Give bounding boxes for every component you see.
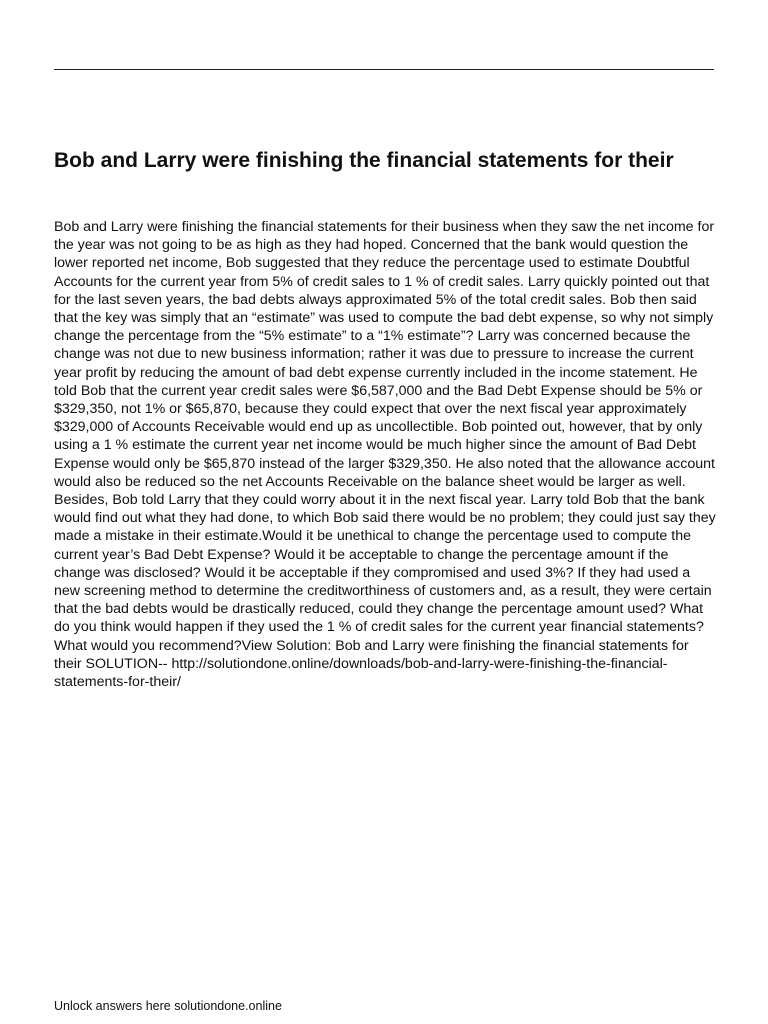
header-divider <box>54 69 714 70</box>
document-title: Bob and Larry were finishing the financial statements for their <box>54 149 674 172</box>
document-body: Bob and Larry were finishing the financial statements for their business when they saw the net income for the year was not going to be as high as they had hoped. Concerned that the bank would question the lower reported net income, Bob suggested that they reduce the percentage used to estimate Doubtful Accounts for the current year from 5% of credit sales to 1 % of credit sales. Larry quickly pointed out that for the last seven years, the bad debts always approximated 5% of the total credit sales. Bob then said that the key was simply that an “estimate” was used to compute the bad debt expense, so why not simply change the percentage from the “5% estimate” to a “1% estimate”? Larry was concerned because the change was not due to new business information; rather it was due to pressure to increase the current year profit by reducing the amount of bad debt expense currently included in the income statement. He told Bob that the current year credit sales were $6,587,000 and the Bad Debt Expense should be 5% or $329,350, not 1% or $65,870, because they could expect that over the next fiscal year approximately $329,000 of Accounts Receivable would end up as uncollectible. Bob pointed out, however, that by only using a 1 % estimate the current year net income would be much higher since the amount of Bad Debt Expense would only be $65,870 instead of the larger $329,350. He also noted that the allowance account would also be reduced so the net Accounts Receivable on the balance sheet would be larger as well. Besides, Bob told Larry that they could worry about it in the next fiscal year. Larry told Bob that the bank would find out what they had done, to which Bob said there would be no problem; they could just say they made a mistake in their estimate.Would it be unethical to change the percentage used to compute the current year’s Bad Debt Expense? Would it be acceptable to change the percentage amount if the change was disclosed? Would it be acceptable if they compromised and used 3%? If they had used a new screening method to determine the creditworthiness of customers and, as a result, they were certain that the bad debts would be drastically reduced, could they change the percentage amount used? What do you think would happen if they used the 1 % of credit sales for the current year financial statements? What would you recommend?View Solution: Bob and Larry were finishing the financial statements for their SOLUTION-- http://solutiondone.online/downloads/bob-and-larry-were-finishing-the-financial-statements-for-their/ <box>54 219 716 691</box>
footer-text: Unlock answers here solutiondone.online <box>54 999 282 1013</box>
